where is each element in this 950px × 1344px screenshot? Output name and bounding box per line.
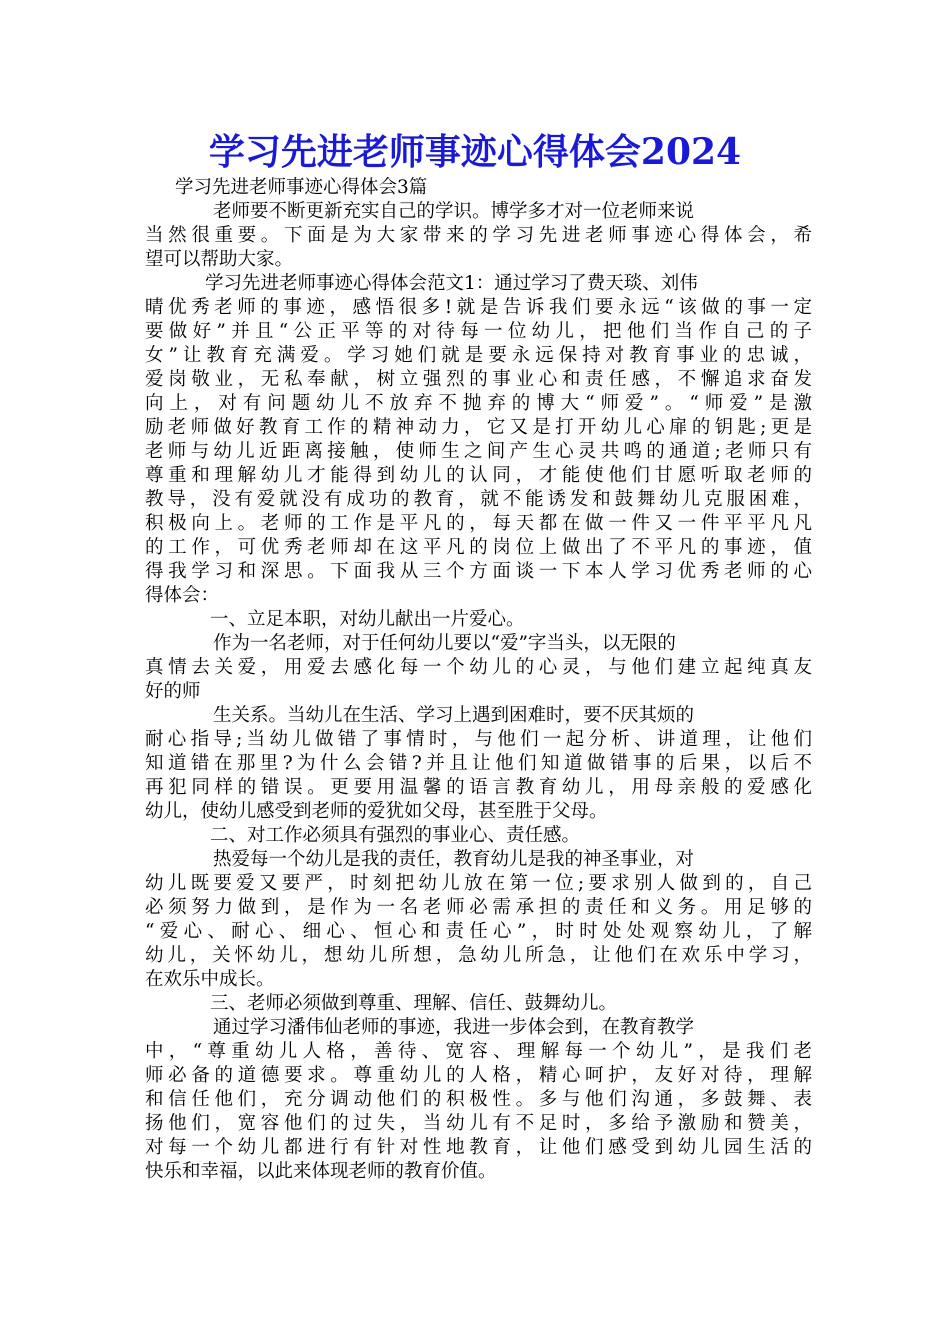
paragraph-line: 励老师做好教育工作的精神动力，它又是打开幼儿心扉的钥匙;更是 [145, 417, 812, 438]
paragraph-line: 幼儿，使幼儿感受到老师的爱犹如父母，甚至胜于父母。 [145, 801, 608, 822]
document-subtitle: 学习先进老师事迹心得体会3篇 [175, 177, 428, 198]
paragraph-line: 必须努力做到，是作为一名老师必需承担的责任和义务。用足够的 [145, 897, 812, 918]
paragraph-line: 和信任他们，充分调动他们的积极性。多与他们沟通，多鼓舞、表 [145, 1089, 812, 1110]
paragraph-line: 师必备的道德要求。尊重幼儿的人格，精心呵护，友好对待，理解 [145, 1065, 812, 1086]
paragraph-line: 作为一名老师，对于任何幼儿要以“爱”字当头，以无限的 [213, 633, 676, 654]
paragraph-line: 望可以帮助大家。 [145, 249, 294, 270]
paragraph-line: 晴优秀老师的事迹，感悟很多!就是告诉我们要永远“该做的事一定 [145, 297, 812, 318]
paragraph-line: 耐心指导;当幼儿做错了事情时，与他们一起分析、讲道理，让他们 [145, 729, 812, 750]
paragraph-line: 幼儿，关怀幼儿，想幼儿所想，急幼儿所急，让他们在欢乐中学习， [145, 945, 812, 966]
section-heading: 二、对工作必须具有强烈的事业心、责任感。 [210, 825, 581, 846]
paragraph-line: 女”让教育充满爱。学习她们就是要永远保持对教育事业的忠诚， [145, 345, 812, 366]
paragraph-line: 当然很重要。下面是为大家带来的学习先进老师事迹心得体会，希 [145, 225, 812, 246]
paragraph-line: 生关系。当幼儿在生活、学习上遇到困难时，要不厌其烦的 [213, 705, 695, 726]
paragraph-line: 好的师 [145, 681, 201, 702]
paragraph-line: 再犯同样的错误。更要用温馨的语言教育幼儿，用母亲般的爱感化 [145, 777, 812, 798]
paragraph-line: 教导，没有爱就没有成功的教育，就不能诱发和鼓舞幼儿克服困难， [145, 489, 812, 510]
paragraph-line: 对每一个幼儿都进行有针对性地教育，让他们感受到幼儿园生活的 [145, 1137, 812, 1158]
paragraph-line: 真情去关爱，用爱去感化每一个幼儿的心灵，与他们建立起纯真友 [145, 657, 812, 678]
paragraph-line: 幼儿既要爱又要严，时刻把幼儿放在第一位;要求别人做到的，自己 [145, 873, 812, 894]
paragraph-line: 老师要不断更新充实自己的学识。博学多才对一位老师来说 [213, 201, 695, 222]
paragraph-line: 得我学习和深思。下面我从三个方面谈一下本人学习优秀老师的心 [145, 561, 812, 582]
paragraph-line: 尊重和理解幼儿才能得到幼儿的认同，才能使他们甘愿听取老师的 [145, 465, 812, 486]
paragraph-line: 爱岗敬业，无私奉献，树立强烈的事业心和责任感，不懈追求奋发 [145, 369, 812, 390]
document-title: 学习先进老师事迹心得体会2024 [208, 131, 742, 173]
section-heading: 一、立足本职，对幼儿献出一片爱心。 [210, 609, 525, 630]
paragraph-line: 扬他们，宽容他们的过失，当幼儿有不足时，多给予激励和赞美， [145, 1113, 812, 1134]
paragraph-line: 的工作，可优秀老师却在这平凡的岗位上做出了不平凡的事迹，值 [145, 537, 812, 558]
paragraph-line: 学习先进老师事迹心得体会范文1：通过学习了费天琰、刘伟 [205, 273, 698, 294]
document-body [145, 176, 812, 1184]
paragraph-line: 向上，对有问题幼儿不放弃不抛弃的博大“师爱”。“师爱”是激 [145, 393, 812, 414]
paragraph-line: 得体会： [145, 585, 220, 606]
paragraph-line: 通过学习潘伟仙老师的事迹，我进一步体会到，在教育教学 [213, 1017, 695, 1038]
paragraph-line: “爱心、耐心、细心、恒心和责任心”，时时处处观察幼儿，了解 [145, 921, 812, 942]
paragraph-line: 在欢乐中成长。 [145, 969, 275, 990]
paragraph-line: 要做好”并且“公正平等的对待每一位幼儿，把他们当作自己的子 [145, 321, 812, 342]
paragraph-line: 快乐和幸福，以此来体现老师的教育价值。 [145, 1161, 497, 1182]
paragraph-line: 积极向上。老师的工作是平凡的，每天都在做一件又一件平平凡凡 [145, 513, 812, 534]
paragraph-line: 中，“尊重幼儿人格，善待、宽容、理解每一个幼儿”，是我们老 [145, 1041, 812, 1062]
paragraph-line: 热爱每一个幼儿是我的责任，教育幼儿是我的神圣事业，对 [213, 849, 695, 870]
section-heading: 三、老师必须做到尊重、理解、信任、鼓舞幼儿。 [210, 993, 618, 1014]
paragraph-line: 老师与幼儿近距离接触，使师生之间产生心灵共鸣的通道;老师只有 [145, 441, 812, 462]
paragraph-line: 知道错在那里?为什么会错?并且让他们知道做错事的后果，以后不 [145, 753, 812, 774]
